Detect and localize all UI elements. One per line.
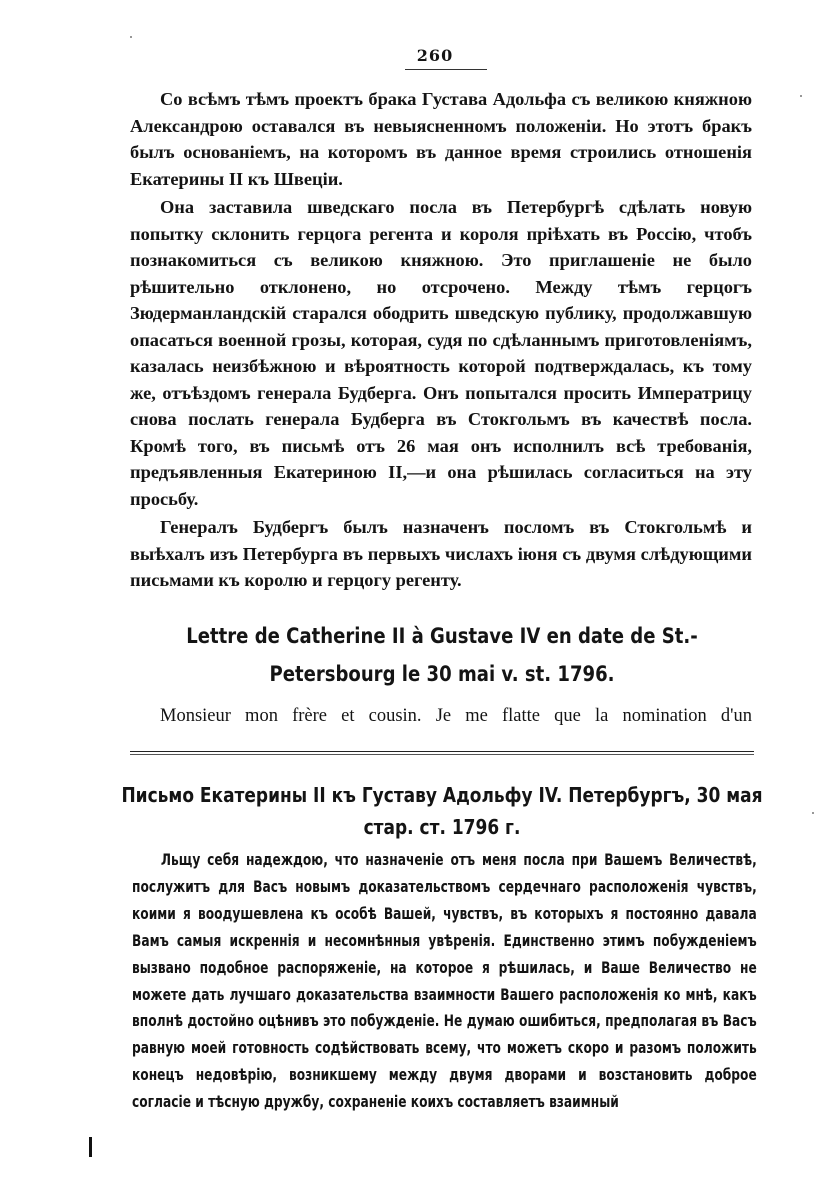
paper-speck bbox=[130, 36, 132, 38]
french-letter-title: Lettre de Catherine II à Gustave IV en date de St.-Petersbourg le 30 mai v. st. 1796. bbox=[186, 624, 698, 686]
intro-paragraph-1: Со всѣмъ тѣмъ проектъ брака Густава Адольфа съ великою княжною Александрою оставался въ невыясненномъ положеніи. Но этотъ бракъ былъ основаніемъ, на которомъ въ данное время строились отношенія Екатерины II къ Швеціи. bbox=[130, 89, 752, 189]
russian-letter-body bbox=[132, 847, 756, 1116]
paper-speck bbox=[800, 95, 802, 97]
margin-mark bbox=[89, 1137, 92, 1157]
intro-paragraph-2: Она заставила шведскаго посла въ Петербургѣ сдѣлать новую попытку склонить герцога регента и короля пріѣхать въ Россію, чтобъ познакомиться съ великою княжною. Это приглашеніе не было рѣшительно отклонено, но отсрочено. Между тѣмъ герцогъ Зюдерманландскій старался ободрить шведскую публику, продолжавшую опасаться военной грозы, которая, судя по сдѣланнымъ приготовленіямъ, казалась неизбѣжною и вѣроятность которой подтверждалась, къ тому же, отъѣздомъ генерала Будберга. Онъ попытался просить Императрицу снова послать генерала Будберга въ Стокгольмъ въ качествѣ посла. Кромѣ того, въ письмѣ отъ 26 мая онъ исполнилъ всѣ требованія, предъявленныя Екатериною II,—и она рѣшилась согласиться на эту просьбу. bbox=[130, 197, 752, 509]
french-letter-title-wrap bbox=[172, 617, 712, 693]
russian-letter-text: Льщу себя надеждою, что назначеніе отъ меня посла при Вашемъ Величествѣ, послужитъ для Васъ новымъ доказательствомъ сердечнаго расположенія чувствъ, коими я воодушевлена къ особѣ Вашей, чувствъ, въ которыхъ я постоянно давала Вамъ самыя искреннія и несомнѣнныя увѣренія. Единственно этимъ побужденіемъ вызвано подобное распоряженіе, на которое я рѣшилась, и Ваше Величество не можете дать лучшаго доказательства взаимности Вашего расположенія ко мнѣ, какъ вполнѣ достойно оцѣнивъ это побужденіе. Не думаю ошибиться, предполагая въ Васъ равную моей готовность содѣйствовать всему, что можетъ скоро и разомъ положить конецъ недовѣрію, возникшему между двумя дворами и возстановить доброе согласіе и тѣсную дружбу, сохраненіе коихъ составляетъ взаимный bbox=[132, 850, 757, 1112]
paper-speck bbox=[812, 812, 814, 814]
section-divider-thin bbox=[130, 754, 754, 755]
intro-text bbox=[130, 86, 752, 594]
page-number-rule bbox=[405, 69, 487, 70]
intro-paragraph-3: Генералъ Будбергъ былъ назначенъ посломъ въ Стокгольмѣ и выѣхалъ изъ Петербурга въ первыхъ числахъ іюня съ двумя слѣдующими письмами къ королю и герцогу регенту. bbox=[130, 517, 752, 590]
page-number: 260 bbox=[416, 46, 454, 65]
french-letter-text: Monsieur mon frère et cousin. Je me flatte que la nomination d'un bbox=[160, 706, 752, 726]
russian-letter-title: Письмо Екатерины II къ Густаву Адольфу IV. Петербургъ, 30 мая стар. ст. 1796 г. bbox=[121, 783, 763, 839]
russian-letter-title-wrap bbox=[120, 779, 764, 843]
section-divider bbox=[130, 751, 754, 753]
